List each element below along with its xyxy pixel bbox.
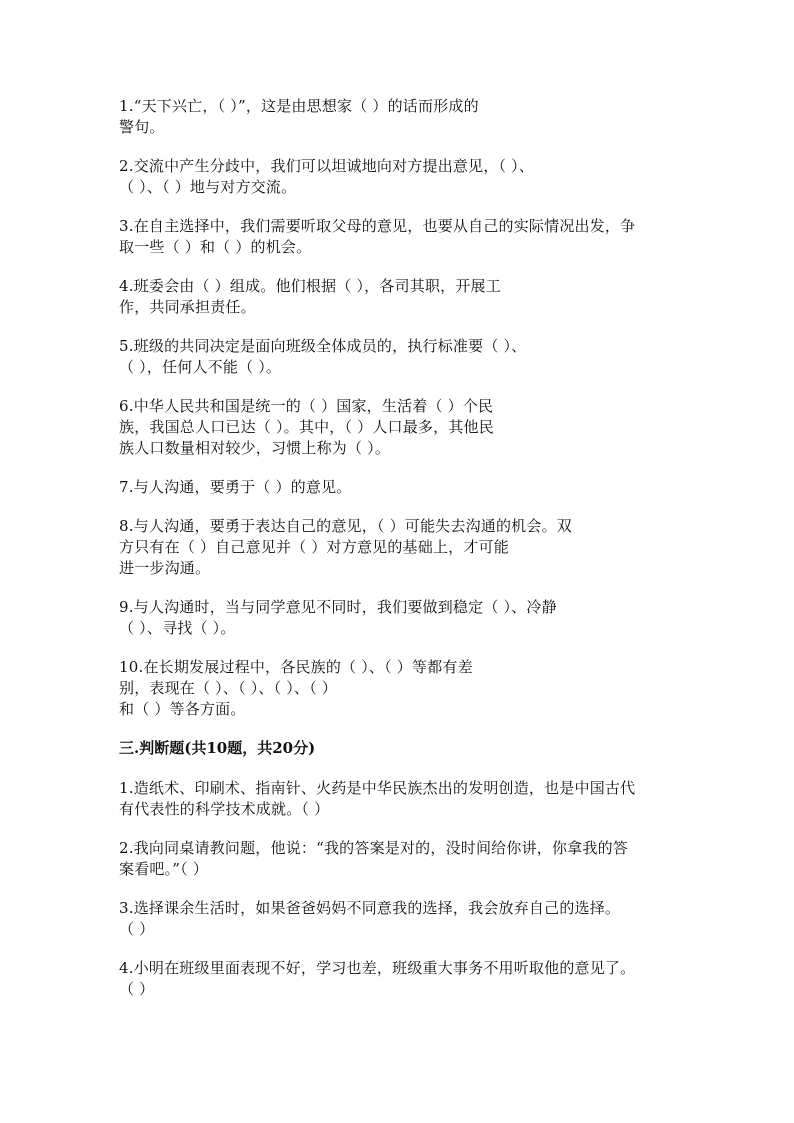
question-line: 案看吧。”（ ） <box>119 860 209 878</box>
question-line: 9.与人沟通时，当与同学意见不同时，我们要做到稳定（ ）、冷静 <box>119 598 557 616</box>
question-line: 4.班委会由（ ）组成。他们根据（ ），各司其职，开展工 <box>119 277 501 295</box>
fill-question-3 <box>119 216 679 258</box>
question-line: 3.在自主选择中，我们需要听取父母的意见，也要从自己的实际情况出发，争 <box>119 217 636 235</box>
judgment-question-3 <box>119 898 679 940</box>
fill-question-7 <box>119 477 679 498</box>
question-line: 3.选择课余生活时，如果爸爸妈妈不同意我的选择，我会放弃自己的选择。 <box>119 899 621 917</box>
question-line: 5.班级的共同决定是面向班级全体成员的，执行标准要（ ）、 <box>119 337 527 355</box>
question-line: （ ），任何人不能（ ）。 <box>119 358 282 376</box>
fill-question-8 <box>119 516 679 579</box>
question-line: 族，我国总人口已达（ ）。其中，（ ）人口最多，其他民 <box>119 418 494 436</box>
question-line: 10.在长期发展过程中，各民族的（ ）、（ ）等都有差 <box>119 658 473 676</box>
question-line: 进一步沟通。 <box>119 559 211 577</box>
question-line: （ ）、寻找（ ）。 <box>119 619 236 637</box>
fill-question-6 <box>119 396 679 459</box>
question-line: 7.与人沟通，要勇于（ ）的意见。 <box>119 478 352 496</box>
fill-question-5 <box>119 336 679 378</box>
question-line: 8.与人沟通，要勇于表达自己的意见，（ ）可能失去沟通的机会。双 <box>119 517 572 535</box>
fill-question-10 <box>119 657 679 720</box>
exam-page <box>119 96 679 1018</box>
fill-question-2 <box>119 156 679 198</box>
question-line: 4.小明在班级里面表现不好，学习也差，班级重大事务不用听取他的意见了。 <box>119 959 636 977</box>
question-line: 取一些（ ）和（ ）的机会。 <box>119 238 312 256</box>
question-line: 6.中华人民共和国是统一的（ ）国家，生活着（ ）个民 <box>119 397 494 415</box>
fill-question-1 <box>119 96 679 138</box>
question-line: 警句。 <box>119 118 165 136</box>
fill-question-4 <box>119 276 679 318</box>
question-line: 作，共同承担责任。 <box>119 298 256 316</box>
question-line: 和（ ）等各方面。 <box>119 700 246 718</box>
question-line: 1.“天下兴亡，（ ）”，这是由思想家（ ）的话而形成的 <box>119 97 479 115</box>
question-line: （ ） <box>119 980 155 998</box>
section-title: 三.判断题(共10题，共20分) <box>119 739 316 757</box>
judgment-question-2 <box>119 838 679 880</box>
question-line: 2.我向同桌请教问题，他说：“我的答案是对的，没时间给你讲，你拿我的答 <box>119 839 628 857</box>
question-line: 2.交流中产生分歧中，我们可以坦诚地向对方提出意见，（ ）、 <box>119 157 535 175</box>
question-line: 族人口数量相对较少，习惯上称为（ ）。 <box>119 439 391 457</box>
question-line: 有代表性的科学技术成就。（ ） <box>119 800 330 818</box>
judgment-question-4 <box>119 958 679 1000</box>
question-line: （ ）、（ ）地与对方交流。 <box>119 178 297 196</box>
question-line: （ ） <box>119 920 155 938</box>
fill-question-9 <box>119 597 679 639</box>
question-line: 1.造纸术、印刷术、指南针、火药是中华民族杰出的发明创造，也是中国古代 <box>119 779 636 797</box>
judgment-question-1 <box>119 778 679 820</box>
question-line: 方只有在（ ）自己意见并（ ）对方意见的基础上，才可能 <box>119 538 509 556</box>
question-line: 别，表现在（ ）、（ ）、（ ）、（ ） <box>119 679 338 697</box>
